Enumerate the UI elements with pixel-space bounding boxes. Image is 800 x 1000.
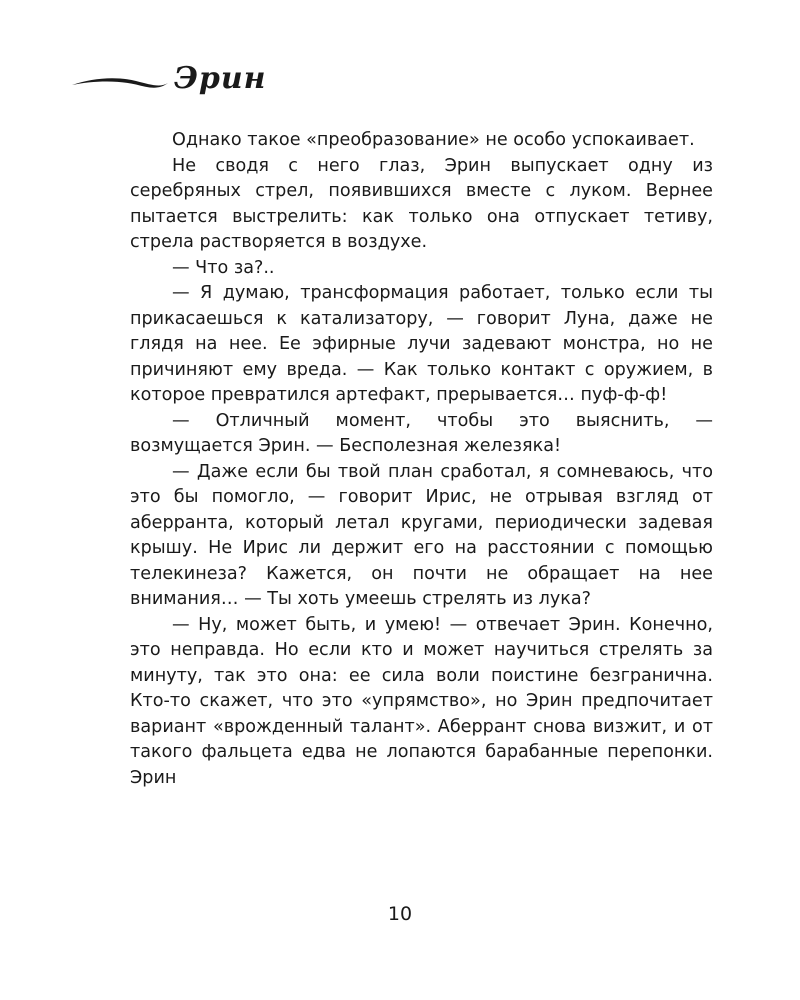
chapter-name: Эрин xyxy=(174,61,267,96)
paragraph: — Отличный момент, чтобы это выяснить, — возмущается Эрин. — Бесполезная железяка! xyxy=(130,410,713,456)
paragraph: — Ну, может быть, и умею! — отвечает Эрин. Конечно, это неправда. Но если кто и может научиться стрелять за минуту, так это она: ее сила воли поистине безгранична. Кто-то скажет, что это «упрямство», но Эрин предпочитает вариант «врожденный талант». Аберрант снова визжит, и от такого фальцета едва не лопаются барабанные перепонки. Эрин xyxy=(130,614,713,788)
chapter-header xyxy=(70,55,370,115)
paragraph: Однако такое «преобразование» не особо успокаивает. xyxy=(172,130,695,150)
paragraph: — Я думаю, трансформация работает, только если ты прикасаешься к катализатору, — говорит Луна, даже не глядя на нее. Ее эфирные лучи задевают монстра, но не причиняют ему вреда. — Как только контакт с оружием, в которое превратился артефакт, прерывается… пуф-ф-ф! xyxy=(130,283,713,405)
paragraph: — Даже если бы твой план сработал, я сомневаюсь, что это бы помогло, — говорит Ирис, не отрывая взгляд от аберранта, который летал кругами, периодически задевая крышу. Не Ирис ли держит его на расстоянии с помощью телекинеза? Кажется, он почти не обращает на нее внимания… — Ты хоть умеешь стрелять из лука? xyxy=(130,461,713,609)
text-body xyxy=(130,128,713,791)
swash-ornament xyxy=(70,71,170,93)
paragraph: — Что за?.. xyxy=(172,257,275,278)
page-number: 10 xyxy=(387,903,413,925)
paragraph: Не сводя с него глаз, Эрин выпускает одну из серебряных стрел, появившихся вместе с луком. Вернее пытается выстрелить: как только она отпускает тетиву, стрела растворяется в воздухе. xyxy=(130,155,713,252)
